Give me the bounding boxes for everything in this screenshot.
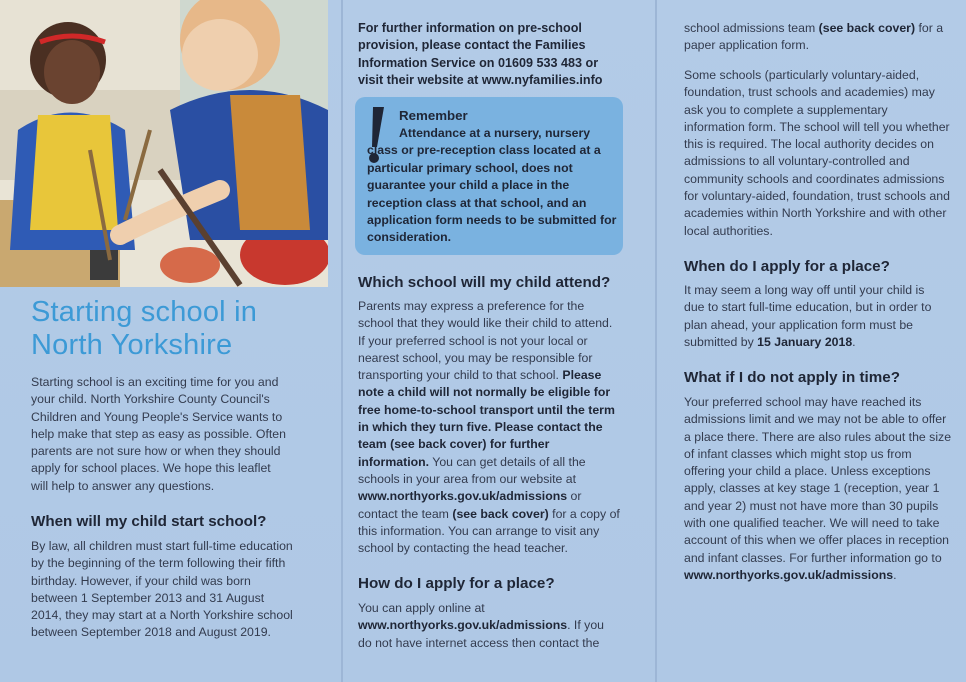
back-cover-note: (see back cover) — [818, 21, 916, 35]
further-info-paragraph: For further information on pre-school provision, please contact the Families Information Service on 01609 533 483 or visit their website at www.nyfamilies.info — [358, 21, 603, 88]
intro-paragraph: Starting school is an exciting time for you and your child. North Yorkshire County Council's Children and Young People's Service wants to help make that step as easy as possible. Often parents are not sure how or when they should apply for school places. We hope this leaflet will help to answer any questions. — [31, 375, 286, 493]
title-line-1: Starting school in — [31, 296, 258, 328]
how-apply-paragraph — [358, 600, 620, 652]
deadline-date: 15 January 2018 — [757, 334, 853, 349]
remember-text: Attendance at a nursery, nursery class or pre-reception class located at a particular primary school, does not guarantee your child a place in the reception class at that school, and an application form needs to be submitted for consideration. — [367, 126, 617, 245]
panel-fold-1 — [341, 0, 343, 682]
apply-text-1: You can apply online at — [358, 601, 485, 615]
late-admissions-link[interactable]: www.northyorks.gov.uk/admissions — [684, 567, 894, 582]
paper-form-paragraph — [684, 20, 946, 55]
late-text-end: . — [893, 567, 897, 582]
paper-form-text-2: for a paper application form. — [684, 21, 944, 53]
apply-admissions-link[interactable]: www.northyorks.gov.uk/admissions — [358, 618, 568, 633]
how-apply-heading: How do I apply for a place? — [358, 575, 555, 592]
which-school-paragraph — [358, 298, 620, 557]
attend-text-3: or contact the team — [358, 489, 582, 521]
late-application-heading: What if I do not apply in time? — [684, 369, 900, 386]
attend-text-2: You can get details of all the schools in your area from our website at — [358, 454, 586, 486]
start-school-paragraph: By law, all children must start full-time education by the beginning of the term following their fifth birthday. However, if your child was born between 1 September 2013 and 31 August 2014, they may start at a North Yorkshire school between September 2018 and August 2019. — [31, 539, 293, 640]
remember-title: Remember — [399, 108, 468, 123]
late-text-1: Your preferred school may have reached its admissions limit and we may not be able to offer a place there. There are also rules about the size of infant classes which might stop us from offering your child a place. Unless exceptions apply, classes at key stage 1 (reception, year 1 and year 2) must not have more than 30 pupils with one qualified teacher. We will need to take account of this when we offer places in reception and infant classes. For further information go to — [684, 395, 952, 565]
when-text-1: It may seem a long way off until your child is due to start full-time education, but in order to plan ahead, your application form must be submitted by — [684, 283, 932, 349]
paper-form-text-1: school admissions team — [684, 21, 816, 35]
remember-callout — [355, 97, 623, 255]
attend-text-1: Parents may express a preference for the school that they would like their child to attend. If your preferred school is not your local or nearest school, you may be responsible for transporting your child to that school. — [358, 299, 613, 383]
when-apply-paragraph — [684, 282, 946, 351]
which-school-heading: Which school will my child attend? — [358, 274, 611, 291]
start-school-heading: When will my child start school? — [31, 513, 267, 530]
children-painting-photo — [0, 0, 328, 287]
transport-notice: Please note a child will not normally be eligible for free home-to-school transport until the term in which they turn five. Please contact the team (see back cover) for further information. — [358, 368, 615, 469]
when-text-2: . — [852, 334, 856, 349]
when-apply-heading: When do I apply for a place? — [684, 258, 890, 275]
apply-text-2: . If you do not have internet access then contact the — [358, 618, 605, 650]
late-application-paragraph — [684, 394, 952, 584]
admissions-link[interactable]: www.northyorks.gov.uk/admissions — [358, 489, 568, 504]
supplementary-form-paragraph: Some schools (particularly voluntary-aided, foundation, trust schools and academies) may ask you to complete a supplementary information form. The school will tell you whether this is required. The local authority decides on admissions to all voluntary-controlled and community schools and coordinates admissions for voluntary-aided, foundation, trust schools and academies within North Yorkshire and with other local authorities. — [684, 68, 950, 238]
panel-fold-2 — [655, 0, 657, 682]
title-line-2: North Yorkshire — [31, 329, 233, 361]
page-title — [31, 296, 321, 362]
photo-illustration — [0, 0, 328, 287]
see-back-cover-note: (see back cover) — [452, 506, 549, 521]
attend-text-4: for a copy of this information. You can arrange to visit any school by contacting the head teacher. — [358, 506, 620, 556]
